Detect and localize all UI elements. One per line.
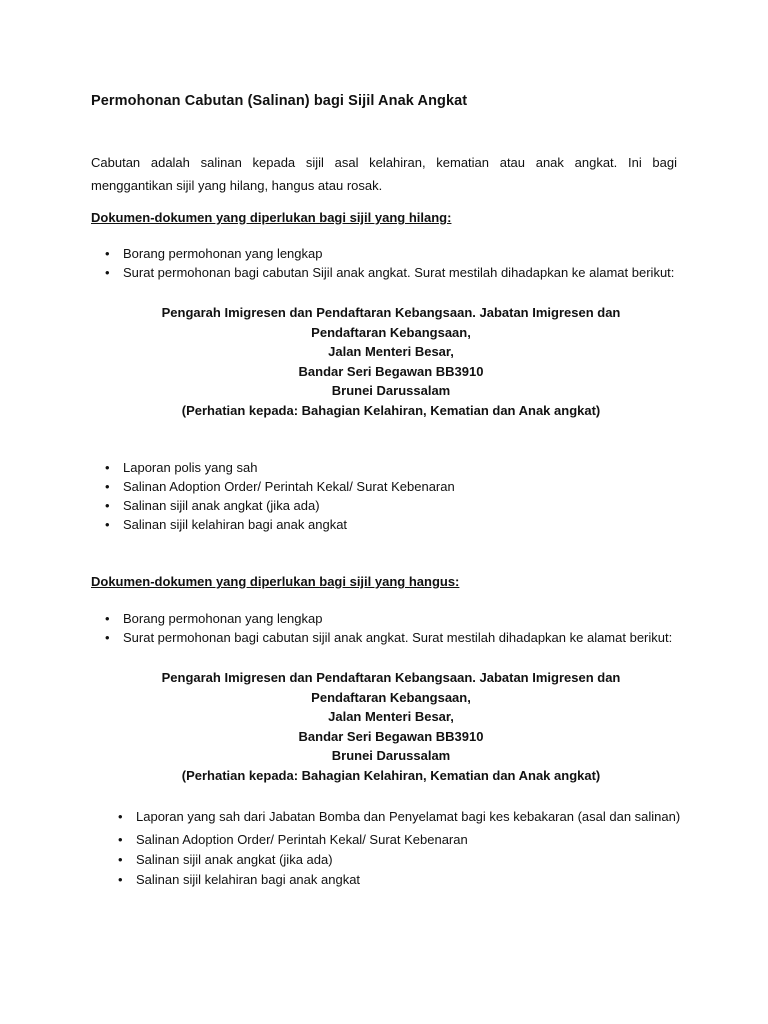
- address-line: Pendaftaran Kebangsaan,: [311, 324, 471, 340]
- list-item: • Salinan sijil anak angkat (jika ada): [123, 496, 678, 515]
- address-line: Pengarah Imigresen dan Pendaftaran Kebangsaan. Jabatan Imigresen dan: [161, 305, 621, 320]
- list-item: • Salinan Adoption Order/ Perintah Kekal/ Surat Kebenaran: [123, 477, 678, 496]
- section-lost-list-bottom: [123, 458, 678, 534]
- address-line: Bandar Seri Begawan BB3910: [298, 363, 484, 379]
- address-line: Pengarah Imigresen dan Pendaftaran Kebangsaan. Jabatan Imigresen dan: [161, 670, 621, 685]
- section-burnt-address: [91, 668, 691, 785]
- address-line: Brunei Darussalam: [331, 748, 451, 763]
- section-lost-list-top: [123, 244, 678, 282]
- list-item: • Salinan sijil kelahiran bagi anak angkat: [123, 515, 678, 534]
- list-item: • Surat permohonan bagi cabutan Sijil anak angkat. Surat mestilah dihadapkan ke alamat berikut:: [123, 263, 678, 282]
- address-line: (Perhatian kepada: Bahagian Kelahiran, Kematian dan Anak angkat): [181, 402, 601, 418]
- list-item: • Laporan yang sah dari Jabatan Bomba dan Penyelamat bagi kes kebakaran (asal dan salinan): [136, 806, 681, 828]
- list-item: • Borang permohonan yang lengkap: [123, 609, 678, 628]
- list-item: • Borang permohonan yang lengkap: [123, 244, 678, 263]
- list-item: • Salinan sijil kelahiran bagi anak angkat: [136, 870, 681, 890]
- section-burnt-list-bottom: [136, 806, 681, 890]
- section-burnt-heading: Dokumen-dokumen yang diperlukan bagi sijil yang hangus:: [91, 574, 460, 589]
- list-item: • Surat permohonan bagi cabutan sijil anak angkat. Surat mestilah dihadapkan ke alamat berikut:: [123, 628, 678, 647]
- address-line: Jalan Menteri Besar,: [328, 709, 454, 724]
- address-line: Pendaftaran Kebangsaan,: [311, 689, 471, 705]
- address-line: Jalan Menteri Besar,: [328, 344, 454, 359]
- address-line: Brunei Darussalam: [331, 383, 451, 398]
- section-burnt-list-top: [123, 609, 678, 647]
- section-lost-address: [91, 303, 691, 420]
- section-lost-heading: Dokumen-dokumen yang diperlukan bagi sijil yang hilang:: [91, 210, 452, 225]
- document-title: Permohonan Cabutan (Salinan) bagi Sijil Anak Angkat: [91, 93, 468, 109]
- address-line: (Perhatian kepada: Bahagian Kelahiran, Kematian dan Anak angkat): [181, 767, 601, 783]
- list-item: • Salinan sijil anak angkat (jika ada): [136, 850, 681, 870]
- list-item: • Laporan polis yang sah: [123, 458, 678, 477]
- intro-paragraph: Cabutan adalah salinan kepada sijil asal kelahiran, kematian atau anak angkat. Ini bagi menggantikan sijil yang hilang, hangus atau rosak.: [91, 155, 677, 193]
- address-line: Bandar Seri Begawan BB3910: [298, 728, 484, 744]
- list-item: • Salinan Adoption Order/ Perintah Kekal/ Surat Kebenaran: [136, 830, 681, 850]
